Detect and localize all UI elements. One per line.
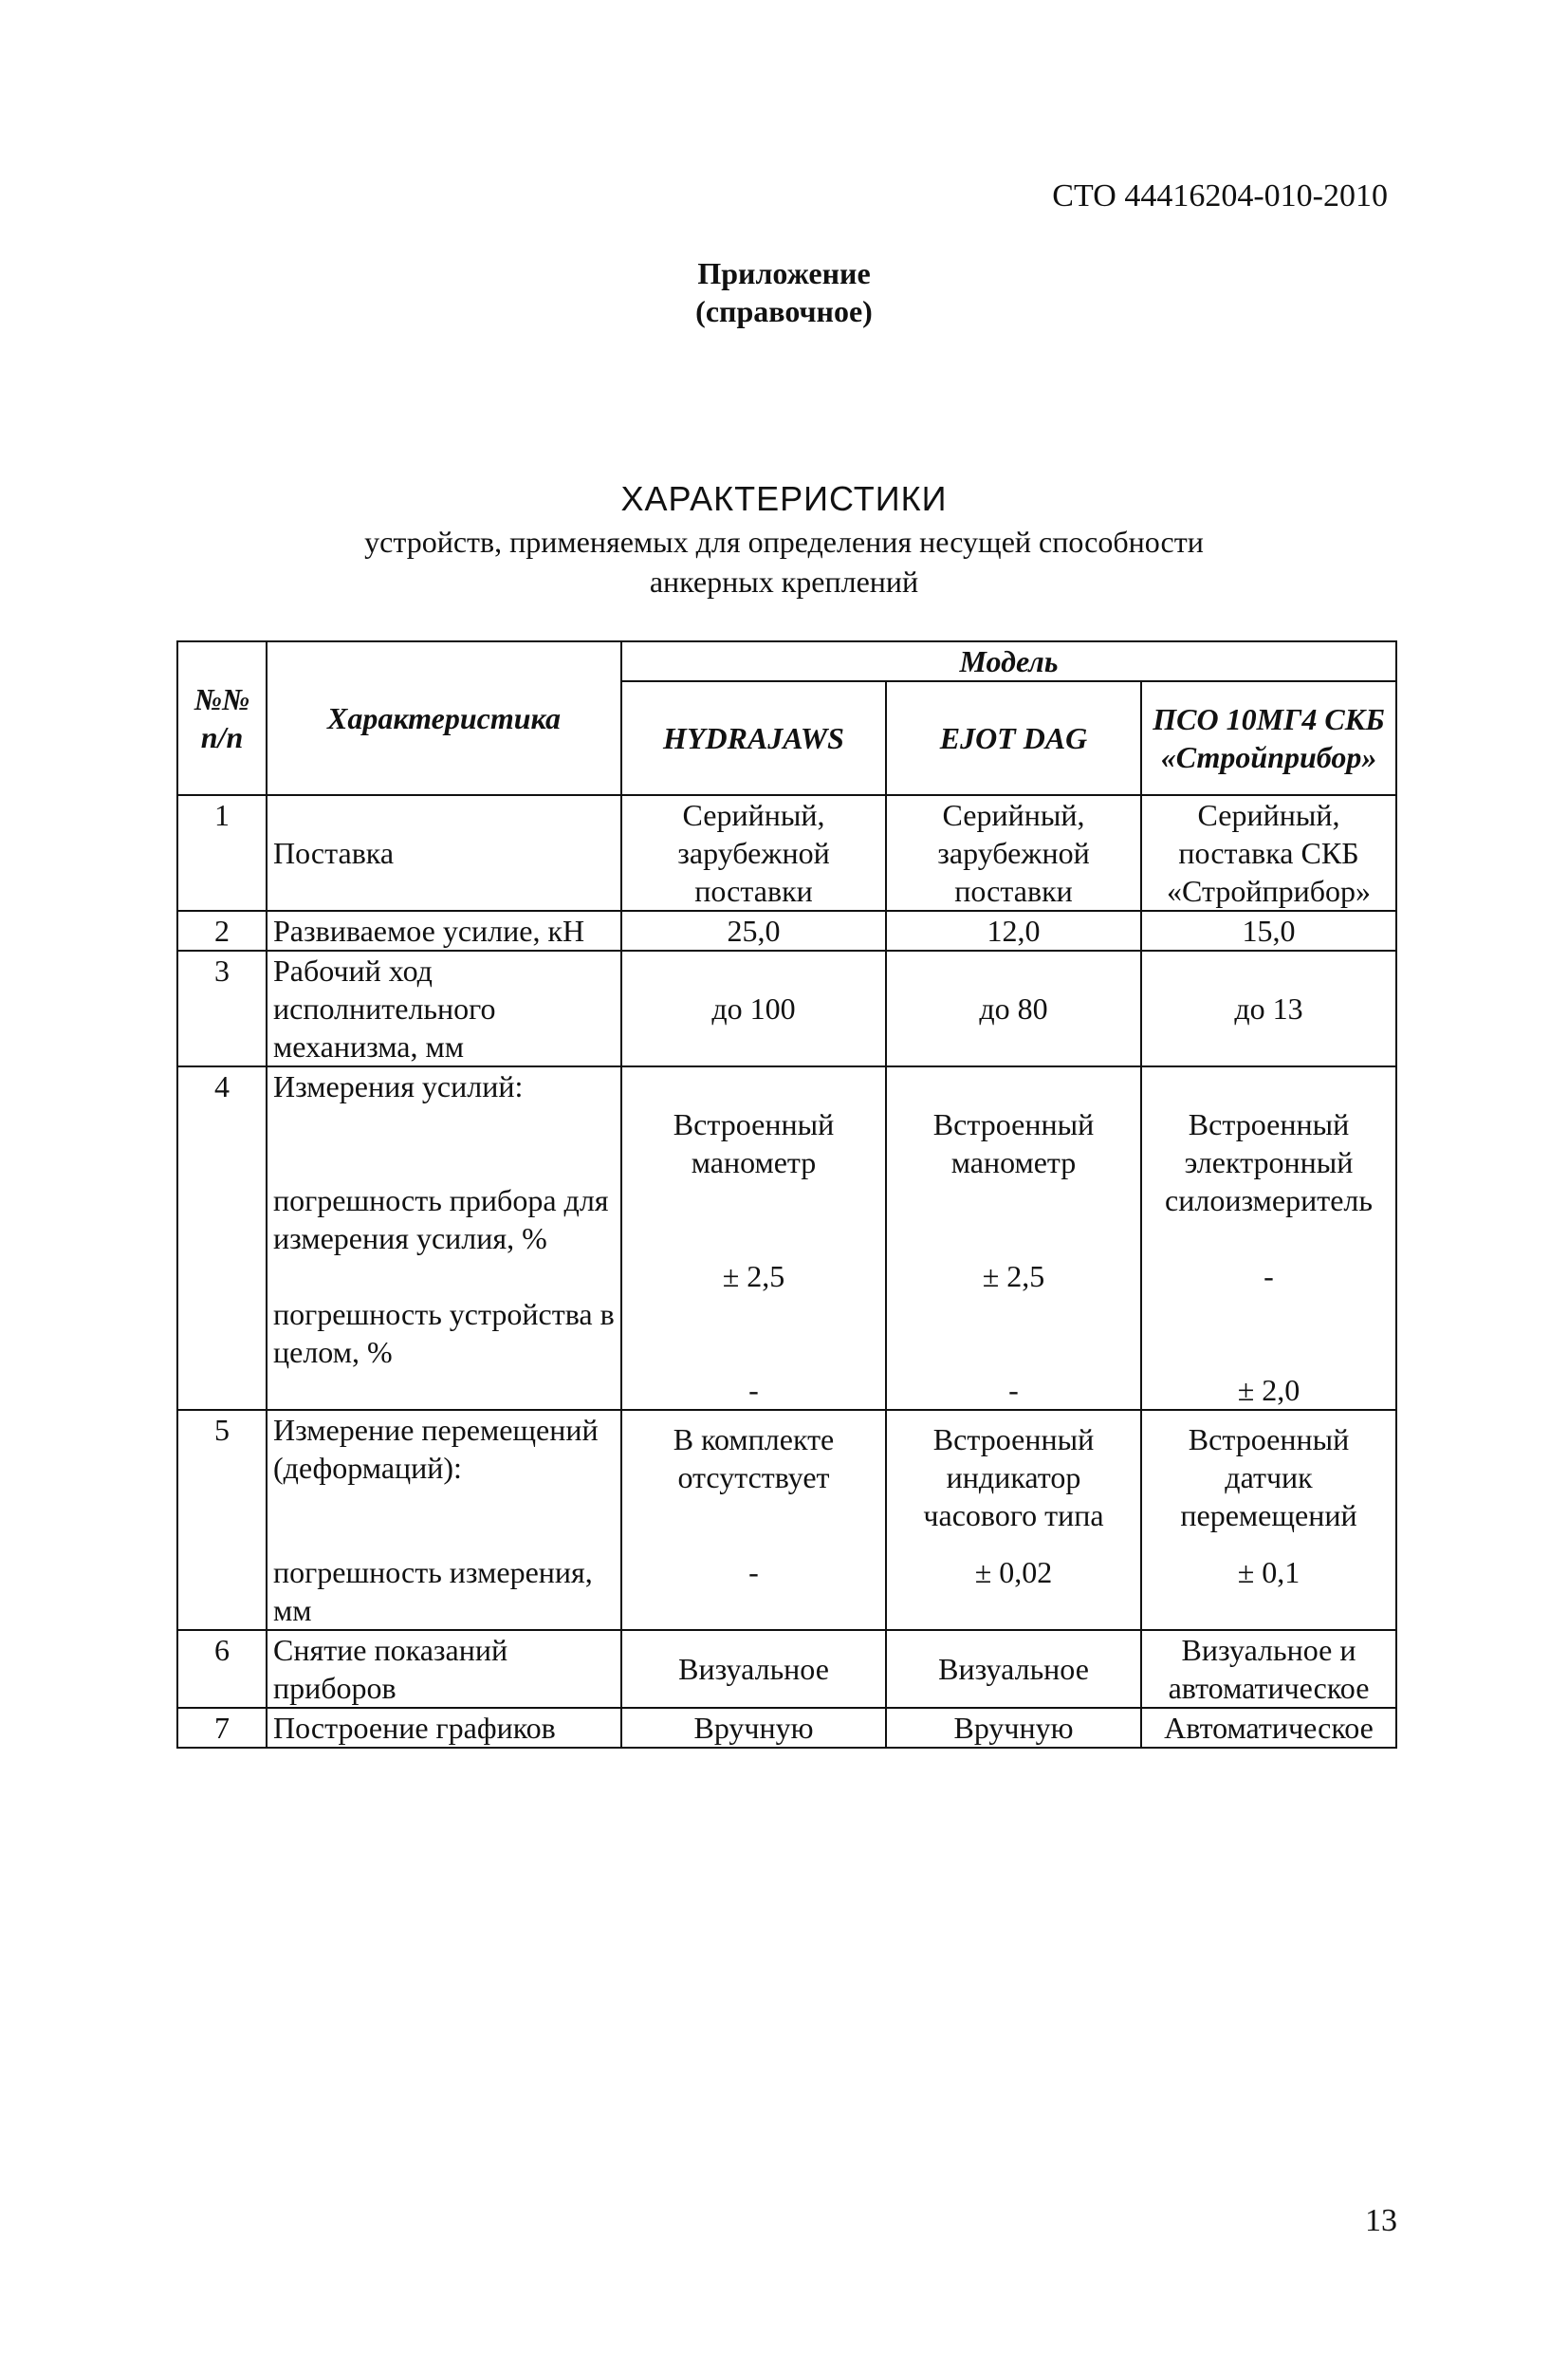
row-value-hydrajaws: до 100	[621, 951, 886, 1066]
sub-characteristic-measure-error: погрешность измерения, мм	[273, 1555, 593, 1627]
row-heading: Измерение перемещений (деформаций):	[273, 1413, 599, 1485]
row-value-hydrajaws: 25,0	[621, 911, 886, 951]
row-value-pso	[1141, 1410, 1396, 1630]
table-row	[177, 1066, 1396, 1410]
total-error-value: -	[1008, 1373, 1019, 1407]
row-value-pso: Визуальное и автоматическое	[1141, 1630, 1396, 1708]
row-value-ejot: Серийный, зарубежной поставки	[886, 795, 1141, 911]
row-value-ejot: Визуальное	[886, 1630, 1141, 1708]
row-value-ejot: 12,0	[886, 911, 1141, 951]
table-row	[177, 951, 1396, 1066]
row-characteristic: Рабочий ход исполнительного механизма, мм	[267, 951, 621, 1066]
row-number: 1	[177, 795, 267, 911]
row-characteristic	[267, 1410, 621, 1630]
table-row	[177, 795, 1396, 911]
table-row	[177, 911, 1396, 951]
device-error-value: ± 2,5	[982, 1259, 1045, 1293]
row-value-ejot: до 80	[886, 951, 1141, 1066]
displacement-sensor-type: Встроенный датчик перемещений	[1180, 1422, 1357, 1532]
table-header-row	[177, 641, 1396, 681]
table-title: ХАРАКТЕРИСТИКИ	[620, 479, 948, 518]
row-value-ejot	[886, 1410, 1141, 1630]
row-characteristic: Развиваемое усилие, кН	[267, 911, 621, 951]
row-value-hydrajaws: Вручную	[621, 1708, 886, 1748]
row-value-pso: до 13	[1141, 951, 1396, 1066]
force-meter-type: Встроенный манометр	[673, 1107, 835, 1179]
row-value-pso	[1141, 1066, 1396, 1410]
device-error-value: ± 2,5	[722, 1259, 785, 1293]
row-value-pso: Автоматическое	[1141, 1708, 1396, 1748]
appendix-heading	[0, 254, 1568, 330]
table-subtitle	[0, 522, 1568, 602]
row-number: 6	[177, 1630, 267, 1708]
measure-error-value: -	[748, 1555, 759, 1589]
appendix-label: Приложение	[697, 256, 871, 290]
sub-characteristic-total-error: погрешность устройства в целом, %	[273, 1297, 615, 1369]
total-error-value: ± 2,0	[1237, 1373, 1301, 1407]
table-row	[177, 1410, 1396, 1630]
row-number: 4	[177, 1066, 267, 1410]
subtitle-line-1: устройств, применяемых для определения несущей способности	[364, 525, 1204, 559]
table-row	[177, 1630, 1396, 1708]
header-model-pso: ПСО 10МГ4 СКБ «Стройприбор»	[1141, 681, 1396, 795]
row-number: 3	[177, 951, 267, 1066]
row-value-hydrajaws	[621, 1410, 886, 1630]
row-characteristic: Снятие показаний приборов	[267, 1630, 621, 1708]
row-characteristic	[267, 1066, 621, 1410]
row-number: 7	[177, 1708, 267, 1748]
row-value-ejot: Вручную	[886, 1708, 1141, 1748]
row-value-pso: Серийный, поставка СКБ «Стройприбор»	[1141, 795, 1396, 911]
measure-error-value: ± 0,02	[974, 1555, 1053, 1589]
force-meter-type: Встроенный электронный силоизмеритель	[1165, 1107, 1373, 1217]
appendix-type: (справочное)	[695, 294, 873, 328]
header-model-ejot: EJOT DAG	[886, 681, 1141, 795]
row-characteristic: Поставка	[267, 795, 621, 911]
table-row	[177, 1708, 1396, 1748]
document-code: СТО 44416204-010-2010	[1052, 178, 1388, 213]
row-value-hydrajaws	[621, 1066, 886, 1410]
header-characteristic: Характеристика	[267, 641, 621, 795]
row-heading: Измерения усилий:	[273, 1069, 524, 1103]
header-number: №№ п/п	[177, 641, 267, 795]
characteristics-table	[176, 640, 1397, 1749]
header-model: Модель	[621, 641, 1396, 681]
row-value-pso: 15,0	[1141, 911, 1396, 951]
force-meter-type: Встроенный манометр	[932, 1107, 1095, 1179]
subtitle-line-2: анкерных креплений	[649, 565, 919, 599]
displacement-sensor-type: Встроенный индикатор часового типа	[923, 1422, 1104, 1532]
header-model-hydrajaws: HYDRAJAWS	[621, 681, 886, 795]
row-value-ejot	[886, 1066, 1141, 1410]
row-characteristic: Построение графиков	[267, 1708, 621, 1748]
device-error-value: -	[1264, 1259, 1274, 1293]
total-error-value: -	[748, 1373, 759, 1407]
row-value-hydrajaws: Визуальное	[621, 1630, 886, 1708]
page-number: 13	[1365, 2203, 1397, 2238]
row-number: 5	[177, 1410, 267, 1630]
displacement-sensor-type: В комплекте отсутствует	[673, 1422, 835, 1494]
sub-characteristic-device-error: погрешность прибора для измерения усилия, %	[273, 1183, 609, 1255]
row-number: 2	[177, 911, 267, 951]
measure-error-value: ± 0,1	[1237, 1555, 1301, 1589]
row-value-hydrajaws: Серийный, зарубежной поставки	[621, 795, 886, 911]
